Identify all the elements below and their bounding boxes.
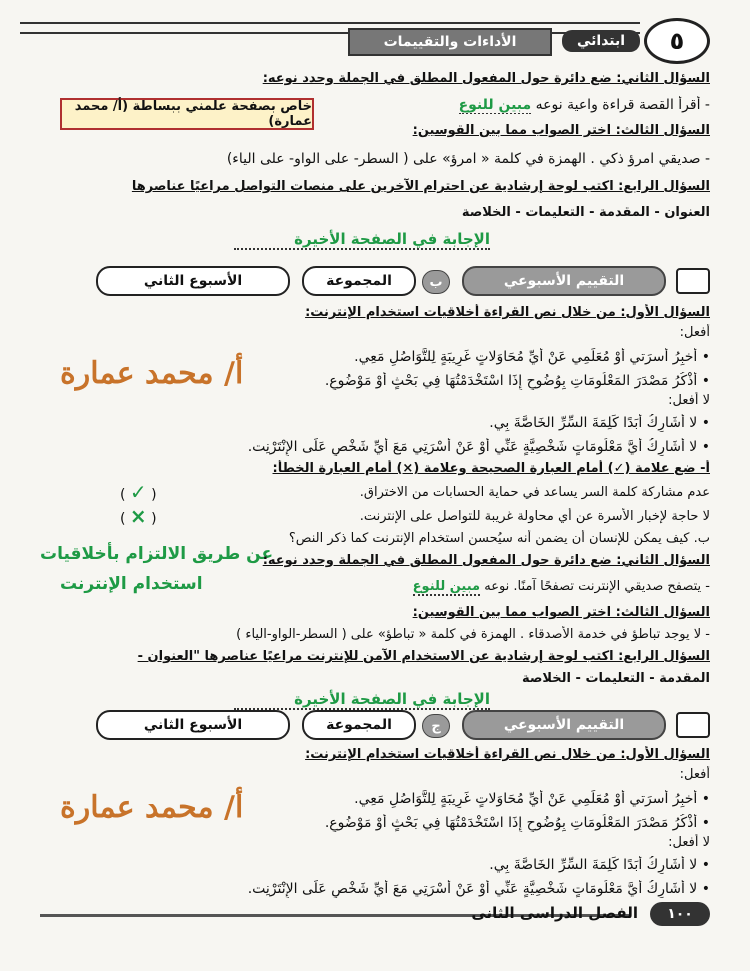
answer-last-page-2: الإجابة في الصفحة الأخيرة: [234, 690, 490, 710]
group-letter-b: ب: [422, 270, 450, 294]
signature-stamp-2: أ/ محمد عمارة: [60, 790, 244, 825]
answer-last-page-1: الإجابة في الصفحة الأخيرة: [234, 230, 490, 250]
c-do-2: • أَذْكُرُ مَصْدَرَ المَعْلُومَاتِ بِوُضُوحٍ إِذَا اسْتَخْدَمْتُهَا فِي بَحْثٍ أَوْ مَوْضُوعٍ.: [324, 815, 710, 831]
top-q3-title: السؤال الثالث: اختر الصواب مما بين القوسين:: [412, 123, 710, 138]
weekly-assessment-pill-b: التقييم الأسبوعي: [462, 266, 666, 296]
group-letter-c: ج: [422, 714, 450, 738]
b-a-2: لا حاجة لإخبار الأسرة عن أي محاولة غريبة للتواصل على الإنترنت.: [359, 509, 710, 524]
week-pill-c: الأسبوع الثاني: [96, 710, 290, 740]
b-a-1: عدم مشاركة كلمة السر يساعد في حماية الحسابات من الاختراق.: [359, 485, 710, 500]
b-dont-1: • لا أُشَارِكُ أَبَدًا كَلِمَةَ السِّرِّ الخَاصَّةَ بِي.: [489, 415, 710, 431]
b-do-2: • أَذْكُرُ مَصْدَرَ المَعْلُومَاتِ بِوُضُوحٍ إِذَا اسْتَخْدَمْتُهَا فِي بَحْثٍ أَوْ مَوْضُوعٍ.: [324, 373, 710, 389]
b-q4-elements: المقدمة - التعليمات - الخلاصة: [521, 671, 710, 686]
footer-term: الفصل الدراسى الثانى: [471, 904, 638, 922]
top-q3-sentence: - صديقي امرؤ ذكي . الهمزة في كلمة « امرؤ» على ( السطر- على الواو- على الياء): [226, 151, 710, 167]
top-q4-elements: العنوان - المقدمة - التعليمات - الخلاصة: [461, 205, 710, 220]
header-level-badge: ابتدائي: [562, 30, 640, 52]
c-dont-label: لا أفعل:: [668, 835, 710, 850]
b-a-2-mark: ( × ): [120, 504, 157, 528]
header-page-number: ٥: [644, 18, 710, 64]
b-a-title: أ- ضع علامة (✓) أمام العبارة الصحيحة وعلامة (×) أمام العبارة الخطأ:: [272, 461, 710, 476]
top-q2-title: السؤال الثاني: ضع دائرة حول المفعول المطلق في الجملة وحدد نوعه:: [262, 71, 710, 86]
b-a-1-mark: ( ✓ ): [120, 480, 157, 504]
header-section-title: الأداءات والتقييمات: [348, 28, 552, 56]
b-q4-title: السؤال الرابع: اكتب لوحة إرشادية عن الاستخدام الآمن للإنترنت مراعيًا عناصرها "العنوان -: [137, 649, 710, 664]
top-q2-answer: مبين للنوع: [458, 97, 532, 113]
b-b-answer-2: استخدام الإنترنت: [60, 574, 203, 594]
group-pill-b: المجموعة: [302, 266, 416, 296]
b-b-question: ب. كيف يمكن للإنسان أن يضمن أنه سيُحسن استخدام الإنترنت كما ذكر النص؟: [288, 531, 710, 546]
b-do-label: أفعل:: [679, 325, 710, 340]
signature-stamp-1: أ/ محمد عمارة: [60, 356, 244, 391]
top-q4-title: السؤال الرابع: اكتب لوحة إرشادية عن احترام الآخرين على منصات التواصل مراعيًا عناصرها: [131, 179, 710, 194]
c-do-1: • أُخبِرُ أُسرَتي أَوْ مُعَلِّمِي عَنْ أَيِّ مُحَاوَلاتٍ غَرِيبَةٍ لِلتَّوَاصُلِ مَعِي.: [354, 791, 710, 807]
c-dont-2: • لا أُشَارِكُ أَيَّ مَعْلُومَاتٍ شَخْصِيَّةٍ عَنِّي أَوْ عَنْ أُسْرَتِي مَعَ أَيِّ شَخْصٍ عَلَى الإِنْتَرْنِت.: [247, 881, 710, 897]
c-dont-1: • لا أُشَارِكُ أَبَدًا كَلِمَةَ السِّرِّ الخَاصَّةَ بِي.: [489, 857, 710, 873]
week-pill-b: الأسبوع الثاني: [96, 266, 290, 296]
assessment-icon-c: [676, 712, 710, 738]
b-b-answer-1: عن طريق الالتزام بأخلاقيات: [40, 544, 274, 564]
b-dont-2: • لا أُشَارِكُ أَيَّ مَعْلُومَاتٍ شَخْصِيَّةٍ عَنِّي أَوْ عَنْ أُسْرَتِي مَعَ أَيِّ شَخْصٍ عَلَى الإِنْتَرْنِت.: [247, 439, 710, 455]
credit-box: خاص بصفحة علمني ببساطة (أ/ محمد عمارة): [60, 98, 314, 130]
group-pill-c: المجموعة: [302, 710, 416, 740]
footer-page-number: ١٠٠: [650, 902, 710, 926]
b-q2-title: السؤال الثاني: ضع دائرة حول المفعول المطلق في الجملة وحدد نوعه:: [262, 553, 710, 568]
b-dont-label: لا أفعل:: [668, 393, 710, 408]
b-q2-answer: مبين للنوع: [412, 579, 481, 594]
b-q1-title: السؤال الأول: من خلال نص القراءة أخلاقيات استخدام الإنترنت:: [305, 305, 710, 320]
b-q3-sentence: - لا يوجد تباطؤ في خدمة الأصدقاء . الهمزة في كلمة « تباطؤ» على ( السطر-الواو-الياء ): [236, 627, 710, 642]
assessment-icon: [676, 268, 710, 294]
c-q1-title: السؤال الأول: من خلال نص القراءة أخلاقيات استخدام الإنترنت:: [305, 747, 710, 762]
b-do-1: • أُخبِرُ أُسرَتي أَوْ مُعَلِّمِي عَنْ أَيِّ مُحَاوَلاتٍ غَرِيبَةٍ لِلتَّوَاصُلِ مَعِي.: [354, 349, 710, 365]
c-do-label: أفعل:: [679, 767, 710, 782]
weekly-assessment-pill-c: التقييم الأسبوعي: [462, 710, 666, 740]
b-q2-sentence: - يتصفح صديقي الإنترنت تصفحًا آمنًا. نوعه مبين للنوع: [412, 579, 710, 594]
b-q3-title: السؤال الثالث: اختر الصواب مما بين القوسين:: [412, 605, 710, 620]
top-q2-sentence: - أقرأ القصة قراءة واعية نوعه مبين للنوع: [458, 97, 710, 113]
